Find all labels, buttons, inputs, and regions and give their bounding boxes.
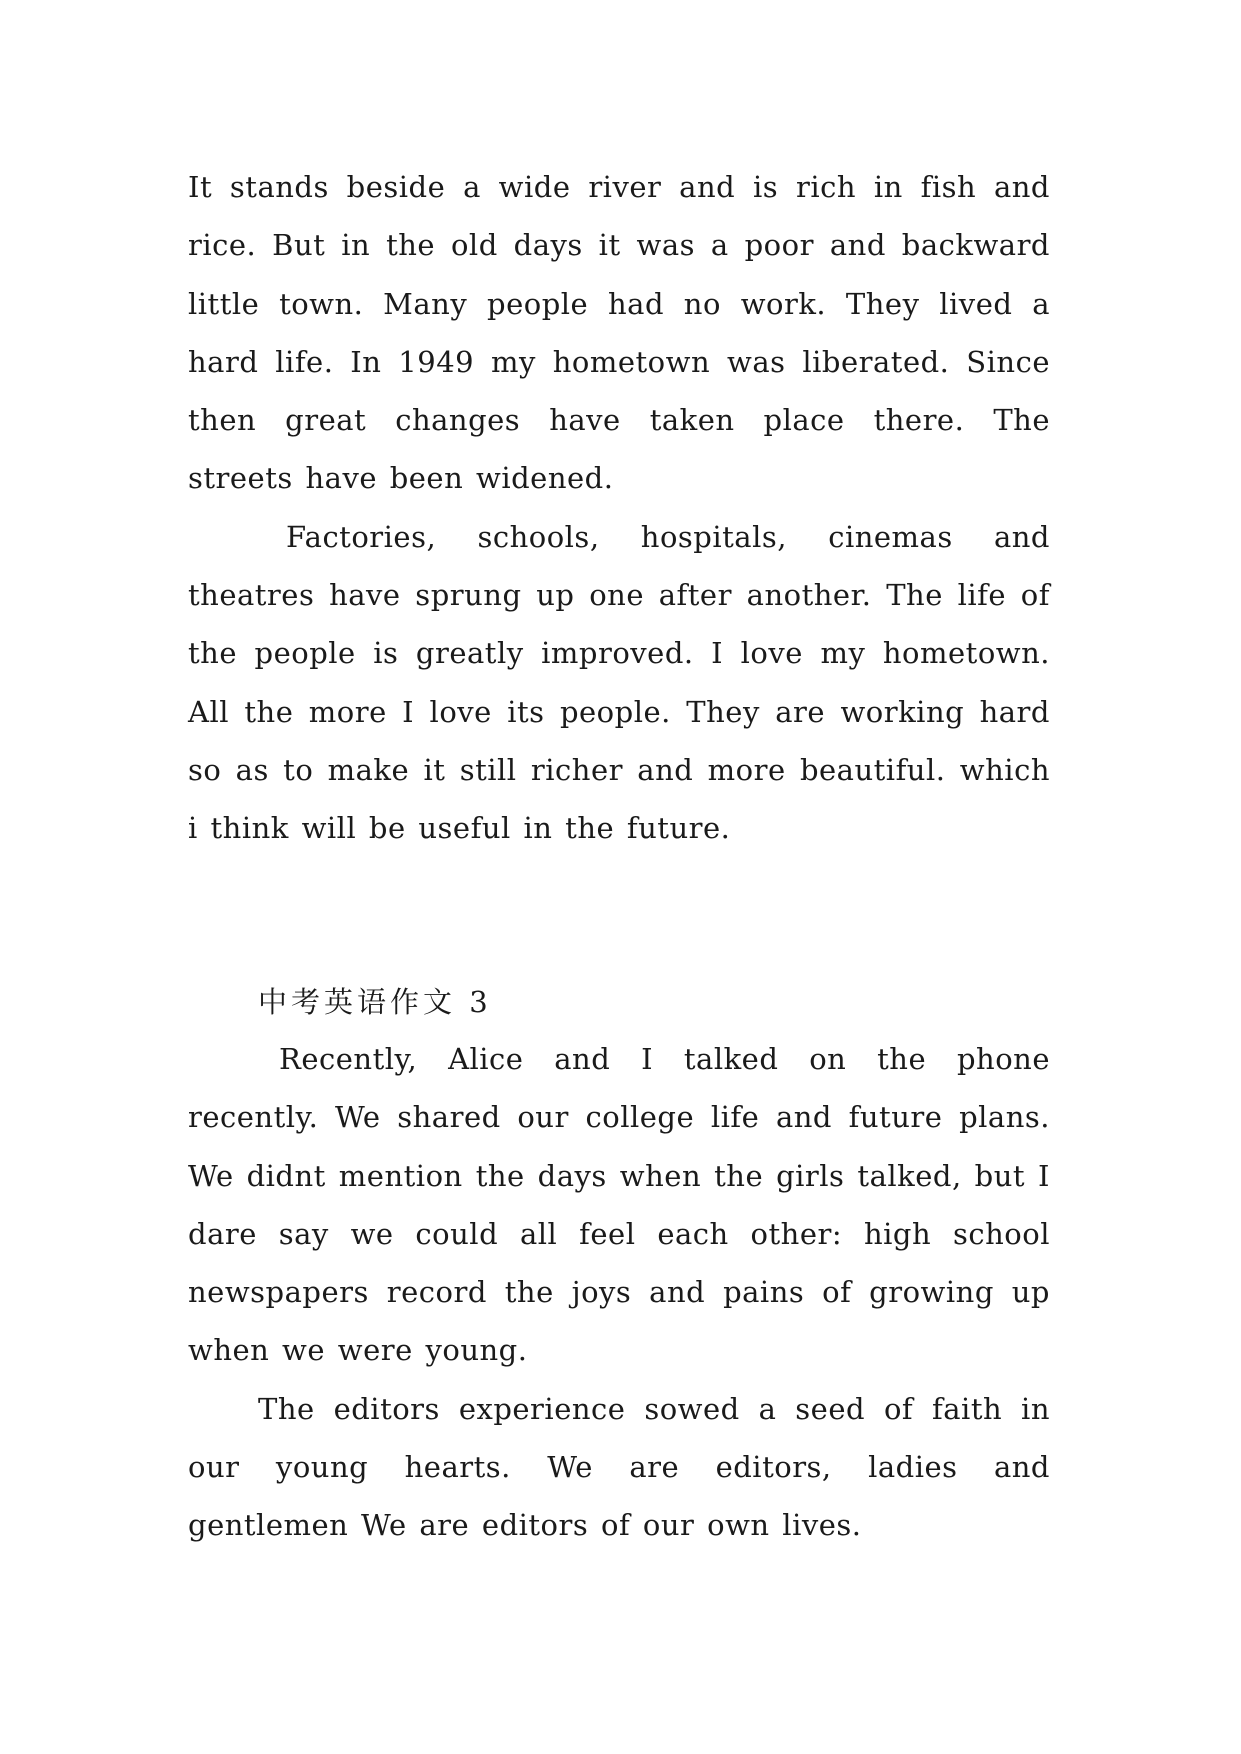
paragraph-hometown-changes: Factories, schools, hospitals, cinemas and theatres have sprung up one after another. The life of the people is greatly improved. I love my hometown. All the more I love its people. They are working hard so as to make it still richer and more beautiful. which i think will be useful in the future. (188, 519, 1050, 846)
section-2-body (188, 1030, 1050, 1555)
paragraph-phone-call: Recently, Alice and I talked on the phone recently. We shared our college life and future plans. We didnt mention the days when the girls talked, but I dare say we could all feel each other: high school newspapers record the joys and pains of growing up when we were young. (188, 1042, 1050, 1368)
section-2-heading: 中考英语作文 3 (258, 985, 492, 1019)
paragraph-editors: The editors experience sowed a seed of faith in our young hearts. We are editors, ladies and gentlemen We are editors of our own lives. (188, 1391, 1050, 1543)
paragraph-hometown-history: It stands beside a wide river and is rich in fish and rice. But in the old days it was a poor and backward little town. Many people had no work. They lived a hard life. In 1949 my hometown was liberated. Since then great changes have taken place there. The streets have been widened. (188, 170, 1050, 496)
section-1-body (188, 158, 1050, 858)
